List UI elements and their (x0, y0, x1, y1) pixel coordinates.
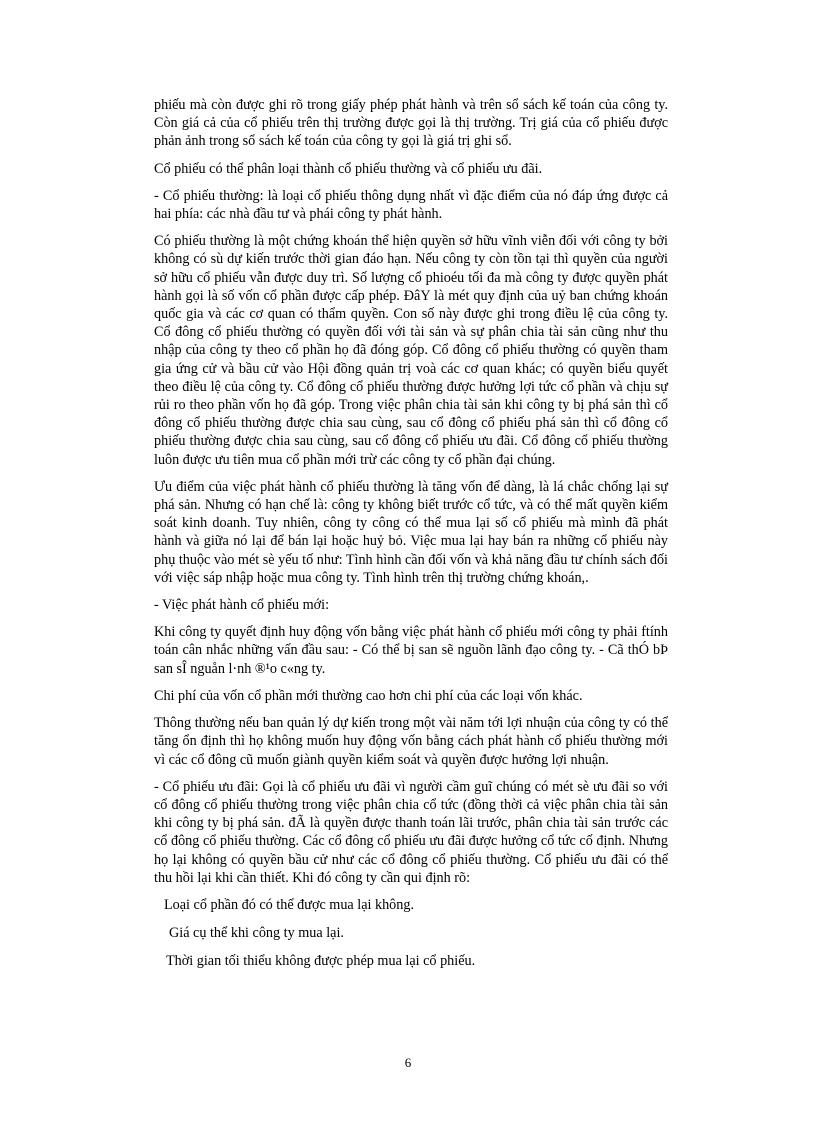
paragraph-cost-of-new-equity: Chi phí của vốn cổ phần mới thường cao hơn chi phí của các loại vốn khác. (154, 687, 583, 704)
paragraph-common-stock-advantages: Ưu điểm của việc phát hành cổ phiếu thường là tăng vốn để dàng, là lá chắc chống lại sự phá sản. Nhưng có hạn chế là: công ty không biết trước cổ tức, và có thể mất quyền kiểm soát kinh doanh. Tuy nhiên, công ty công có thể mua lại số cổ phiếu mà mình đã phát hành và giữa nó lại để bán lại hoặc huỷ bỏ. Việc mua lại hay bán ra những cổ phiếu này phụ thuộc vào mét sè yếu tố như: Tình hình cần đối vốn và khả năng đầu tư chính sách đối với việc sáp nhập hoặc mua công ty. Tình hình trên thị trường chứng khoán,. (154, 478, 668, 586)
page-number: 6 (404, 1055, 412, 1070)
list-item-minimum-period: Thời gian tối thiểu không được phép mua lại cổ phiếu. (166, 953, 476, 970)
list-item-repurchase-option: Loại cổ phần đó có thể được mua lại không. (164, 896, 415, 913)
paragraph-stock-classification: Cổ phiếu có thể phân loại thành cổ phiếu thường và cổ phiếu ưu đãi. (154, 160, 543, 177)
paragraph-common-stock-definition: - Cổ phiếu thường: là loại cổ phiếu thông dụng nhất vì đặc điểm của nó đáp ứng được cả hai phía: các nhà đầu tư và phái công ty phát hành. (154, 187, 668, 223)
paragraph-new-issue-heading: - Việc phát hành cổ phiếu mới: (154, 597, 330, 614)
paragraph-new-issue-considerations: Khi công ty quyết định huy động vốn bằng việc phát hành cổ phiếu mới công ty phải ftính toán cân nhắc những vấn đầu sau: - Có thể bị san sẽ nguồn lãnh đạo công ty. - Cã thÓ bÞ san sÎ nguån l·nh ®¹o c«ng ty. (154, 624, 668, 677)
list-item-repurchase-price: Giá cụ thể khi công ty mua lại. (169, 925, 344, 942)
document-body (154, 96, 668, 971)
paragraph-stock-value: phiếu mà còn được ghi rõ trong giấy phép phát hành và trên sổ sách kế toán của công ty. Còn giá cả của cổ phiếu trên thị trường được gọi là thị trường. Trị giá của cổ phiếu được phản ảnh trong sổ sách kế toán của công ty gọi là giá trị ghi sổ. (154, 97, 668, 150)
paragraph-management-expectations: Thông thường nếu ban quản lý dự kiến trong một vài năm tới lợi nhuận của công ty có thể tăng ổn định thì họ không muốn huy động vốn bằng cách phát hành cổ phiếu thường mới vì các cổ đông cũ muốn giành quyền kiểm soát và quyền được hưởng lợi nhuận. (154, 715, 668, 768)
paragraph-common-stock-rights: Có phiếu thường là một chứng khoán thể hiện quyền sở hữu vĩnh viễn đối với công ty bởi không có sù dự kiến trước thời gian đáo hạn. Nếu công ty còn tồn tại thì quyền của người sở hữu cổ phiếu vẫn được duy trì. Số lượng cổ phioéu tối đa mà công ty được quyền phát hành gọi là số vốn cổ phần được cấp phép. ĐâY là mét quy định của uỷ ban chứng khoán quốc gia và các cơ quan có thẩm quyền. Con số này được ghi trong điều lệ của công ty. Cổ đông cổ phiếu thường có quyền đối với tài sản và sự phân chia tài sản cũng như thu nhập của công ty theo cổ phần họ đã đóng góp. Cổ đông cổ phiếu thường có quyền tham gia ứng cử và bầu cử vào Hội đồng quản trị voà các cơ quan khác; có quyền biểu quyết theo điều lệ của công ty. Cổ đông cổ phiếu thường được hưởng lợi tức cổ phần và chịu sự rủi ro theo phần vốn họ đã góp. Trong việc phân chia tài sản khi công ty bị phá sản thì cổ đông cổ phiếu thường được chia sau cùng, sau cổ đông cổ phiếu phá sản thì cổ đông cổ phiếu thường được chia sau cùng, sau cổ đông cổ phiếu ưu đãi. Cổ đông cổ phiếu thường luôn được ưu tiên mua cổ phần mới trừ các công ty cổ phần đại chúng. (154, 233, 668, 468)
paragraph-preferred-stock: - Cổ phiếu ưu đãi: Gọi là cổ phiếu ưu đãi vì người cầm guĩ chúng có mét sè ưu đãi so với cổ đông cổ phiếu thường trong việc phân chia cổ tức (đồng thời cả việc phân chia tài sản khi công ty bị phá sản. đÃ là quyền được thanh toán lãi trước, phân chia tài sản trước các cổ đông cổ phiếu thường. Các cổ đông cổ phiếu ưu đãi được hưởng cổ tức cố định. Nhưng họ lại không có quyền bầu cử như các cổ đông cổ phiếu thường. Cổ phiếu ưu đãi có thể thu hồi lại khi cần thiết. Khi đó công ty cần qui định rõ: (154, 778, 668, 886)
